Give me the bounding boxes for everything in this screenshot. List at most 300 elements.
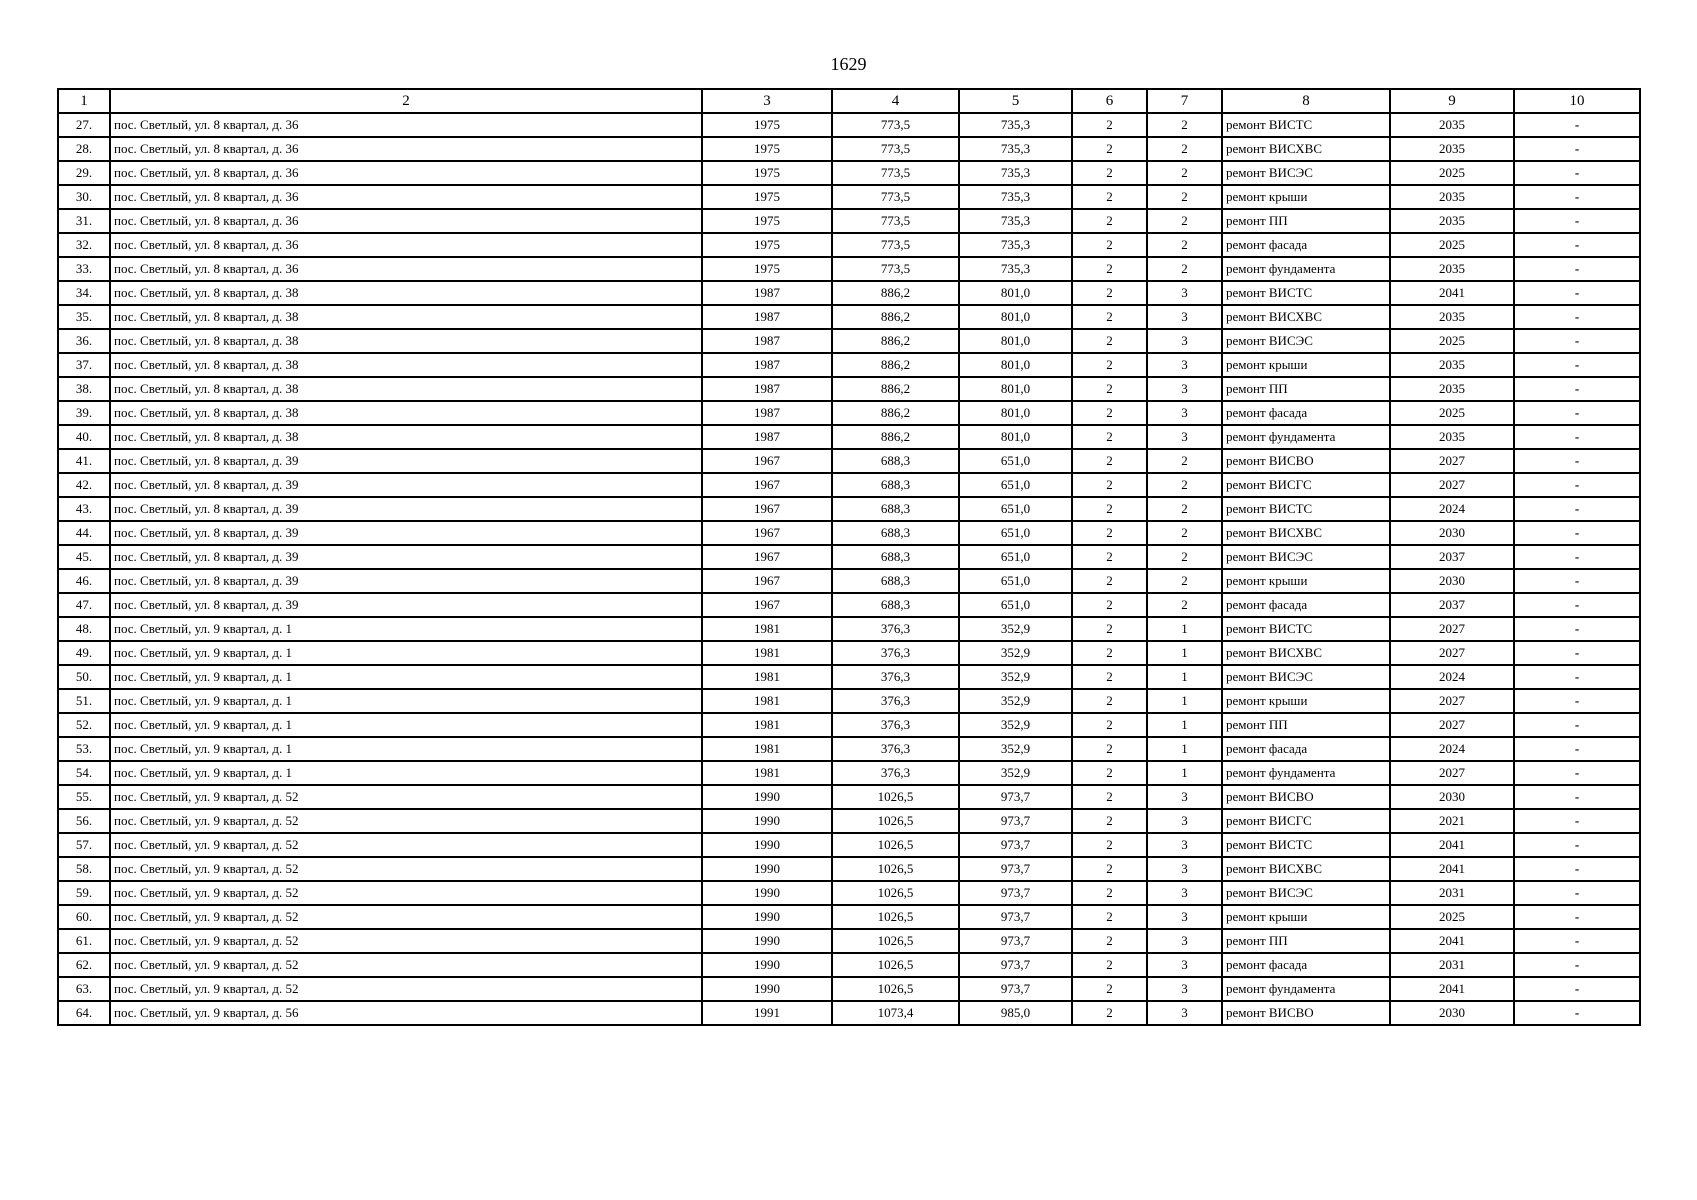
table-row	[58, 425, 1640, 449]
table-row	[58, 593, 1640, 617]
cell-work-type: ремонт ВИСЭС	[1222, 161, 1390, 185]
cell-work-type: ремонт ВИСТС	[1222, 497, 1390, 521]
cell-row-number: 40.	[58, 425, 110, 449]
cell-address: пос. Светлый, ул. 8 квартал, д. 38	[110, 281, 702, 305]
cell-address: пос. Светлый, ул. 8 квартал, д. 36	[110, 137, 702, 161]
cell-floors: 1	[1147, 737, 1222, 761]
cell-row-number: 30.	[58, 185, 110, 209]
cell-total-area: 376,3	[832, 689, 959, 713]
cell-planned-year: 2041	[1390, 833, 1514, 857]
cell-address: пос. Светлый, ул. 9 квартал, д. 52	[110, 905, 702, 929]
cell-year-built: 1990	[702, 785, 832, 809]
cell-year-built: 1975	[702, 113, 832, 137]
cell-row-number: 32.	[58, 233, 110, 257]
cell-row-number: 59.	[58, 881, 110, 905]
cell-entrances: 2	[1072, 785, 1147, 809]
table-row	[58, 353, 1640, 377]
cell-floors: 3	[1147, 1001, 1222, 1025]
cell-work-type: ремонт ВИСТС	[1222, 833, 1390, 857]
cell-floors: 2	[1147, 137, 1222, 161]
cell-row-number: 42.	[58, 473, 110, 497]
table-row	[58, 785, 1640, 809]
cell-note: -	[1514, 905, 1640, 929]
cell-total-area: 688,3	[832, 569, 959, 593]
cell-living-area: 651,0	[959, 473, 1072, 497]
cell-address: пос. Светлый, ул. 9 квартал, д. 52	[110, 977, 702, 1001]
cell-entrances: 2	[1072, 233, 1147, 257]
cell-entrances: 2	[1072, 929, 1147, 953]
cell-floors: 3	[1147, 353, 1222, 377]
cell-entrances: 2	[1072, 1001, 1147, 1025]
cell-total-area: 886,2	[832, 353, 959, 377]
cell-year-built: 1987	[702, 305, 832, 329]
cell-entrances: 2	[1072, 617, 1147, 641]
cell-planned-year: 2024	[1390, 497, 1514, 521]
cell-total-area: 773,5	[832, 161, 959, 185]
cell-planned-year: 2027	[1390, 473, 1514, 497]
table-row	[58, 713, 1640, 737]
cell-living-area: 735,3	[959, 257, 1072, 281]
cell-planned-year: 2027	[1390, 689, 1514, 713]
table-row	[58, 761, 1640, 785]
cell-address: пос. Светлый, ул. 9 квартал, д. 1	[110, 737, 702, 761]
cell-living-area: 973,7	[959, 857, 1072, 881]
cell-year-built: 1967	[702, 545, 832, 569]
cell-total-area: 1073,4	[832, 1001, 959, 1025]
cell-total-area: 376,3	[832, 617, 959, 641]
cell-planned-year: 2035	[1390, 353, 1514, 377]
cell-floors: 2	[1147, 113, 1222, 137]
cell-note: -	[1514, 473, 1640, 497]
cell-planned-year: 2035	[1390, 257, 1514, 281]
cell-entrances: 2	[1072, 809, 1147, 833]
cell-total-area: 773,5	[832, 185, 959, 209]
cell-planned-year: 2041	[1390, 929, 1514, 953]
cell-planned-year: 2025	[1390, 401, 1514, 425]
cell-floors: 3	[1147, 953, 1222, 977]
cell-entrances: 2	[1072, 833, 1147, 857]
cell-total-area: 688,3	[832, 497, 959, 521]
cell-year-built: 1990	[702, 857, 832, 881]
table-row	[58, 137, 1640, 161]
cell-floors: 1	[1147, 617, 1222, 641]
cell-note: -	[1514, 737, 1640, 761]
cell-planned-year: 2024	[1390, 737, 1514, 761]
cell-note: -	[1514, 545, 1640, 569]
cell-note: -	[1514, 689, 1640, 713]
cell-year-built: 1975	[702, 161, 832, 185]
cell-entrances: 2	[1072, 305, 1147, 329]
cell-total-area: 376,3	[832, 737, 959, 761]
cell-living-area: 801,0	[959, 401, 1072, 425]
cell-planned-year: 2025	[1390, 233, 1514, 257]
cell-floors: 2	[1147, 185, 1222, 209]
cell-entrances: 2	[1072, 161, 1147, 185]
cell-work-type: ремонт крыши	[1222, 689, 1390, 713]
cell-planned-year: 2024	[1390, 665, 1514, 689]
cell-work-type: ремонт фундамента	[1222, 761, 1390, 785]
cell-entrances: 2	[1072, 857, 1147, 881]
cell-note: -	[1514, 833, 1640, 857]
cell-floors: 3	[1147, 929, 1222, 953]
cell-year-built: 1987	[702, 353, 832, 377]
cell-work-type: ремонт ВИСТС	[1222, 113, 1390, 137]
cell-floors: 3	[1147, 425, 1222, 449]
table-row	[58, 977, 1640, 1001]
cell-year-built: 1987	[702, 425, 832, 449]
cell-entrances: 2	[1072, 905, 1147, 929]
cell-entrances: 2	[1072, 761, 1147, 785]
cell-entrances: 2	[1072, 881, 1147, 905]
cell-planned-year: 2025	[1390, 161, 1514, 185]
cell-entrances: 2	[1072, 977, 1147, 1001]
cell-floors: 2	[1147, 209, 1222, 233]
cell-living-area: 651,0	[959, 449, 1072, 473]
cell-row-number: 35.	[58, 305, 110, 329]
cell-address: пос. Светлый, ул. 8 квартал, д. 36	[110, 185, 702, 209]
cell-note: -	[1514, 809, 1640, 833]
cell-note: -	[1514, 593, 1640, 617]
cell-year-built: 1981	[702, 713, 832, 737]
cell-address: пос. Светлый, ул. 8 квартал, д. 36	[110, 113, 702, 137]
cell-work-type: ремонт ВИСГС	[1222, 809, 1390, 833]
cell-floors: 2	[1147, 593, 1222, 617]
cell-note: -	[1514, 929, 1640, 953]
cell-row-number: 43.	[58, 497, 110, 521]
cell-note: -	[1514, 209, 1640, 233]
cell-address: пос. Светлый, ул. 8 квартал, д. 36	[110, 209, 702, 233]
cell-living-area: 735,3	[959, 209, 1072, 233]
cell-entrances: 2	[1072, 401, 1147, 425]
cell-work-type: ремонт фасада	[1222, 737, 1390, 761]
cell-work-type: ремонт фасада	[1222, 233, 1390, 257]
cell-floors: 3	[1147, 905, 1222, 929]
cell-year-built: 1967	[702, 497, 832, 521]
cell-living-area: 801,0	[959, 281, 1072, 305]
table-row	[58, 953, 1640, 977]
cell-note: -	[1514, 449, 1640, 473]
cell-address: пос. Светлый, ул. 9 квартал, д. 52	[110, 857, 702, 881]
cell-planned-year: 2027	[1390, 713, 1514, 737]
cell-planned-year: 2021	[1390, 809, 1514, 833]
cell-total-area: 1026,5	[832, 977, 959, 1001]
cell-floors: 1	[1147, 665, 1222, 689]
cell-floors: 1	[1147, 689, 1222, 713]
cell-row-number: 38.	[58, 377, 110, 401]
cell-note: -	[1514, 137, 1640, 161]
cell-row-number: 50.	[58, 665, 110, 689]
cell-address: пос. Светлый, ул. 9 квартал, д. 52	[110, 785, 702, 809]
cell-total-area: 688,3	[832, 473, 959, 497]
cell-entrances: 2	[1072, 953, 1147, 977]
cell-living-area: 973,7	[959, 977, 1072, 1001]
cell-total-area: 1026,5	[832, 809, 959, 833]
cell-row-number: 53.	[58, 737, 110, 761]
cell-living-area: 352,9	[959, 761, 1072, 785]
cell-planned-year: 2030	[1390, 785, 1514, 809]
cell-address: пос. Светлый, ул. 9 квартал, д. 1	[110, 641, 702, 665]
cell-planned-year: 2035	[1390, 377, 1514, 401]
cell-total-area: 886,2	[832, 329, 959, 353]
cell-work-type: ремонт фасада	[1222, 593, 1390, 617]
cell-total-area: 1026,5	[832, 905, 959, 929]
cell-address: пос. Светлый, ул. 8 квартал, д. 36	[110, 233, 702, 257]
cell-living-area: 651,0	[959, 497, 1072, 521]
cell-floors: 3	[1147, 857, 1222, 881]
cell-row-number: 52.	[58, 713, 110, 737]
cell-living-area: 735,3	[959, 233, 1072, 257]
cell-living-area: 352,9	[959, 641, 1072, 665]
cell-total-area: 773,5	[832, 257, 959, 281]
cell-work-type: ремонт фасада	[1222, 953, 1390, 977]
cell-address: пос. Светлый, ул. 8 квартал, д. 36	[110, 161, 702, 185]
cell-row-number: 46.	[58, 569, 110, 593]
cell-row-number: 48.	[58, 617, 110, 641]
cell-row-number: 62.	[58, 953, 110, 977]
cell-note: -	[1514, 953, 1640, 977]
cell-note: -	[1514, 521, 1640, 545]
cell-note: -	[1514, 1001, 1640, 1025]
cell-living-area: 651,0	[959, 545, 1072, 569]
cell-total-area: 1026,5	[832, 785, 959, 809]
cell-total-area: 773,5	[832, 233, 959, 257]
table-row	[58, 233, 1640, 257]
cell-note: -	[1514, 641, 1640, 665]
cell-living-area: 801,0	[959, 305, 1072, 329]
cell-planned-year: 2035	[1390, 209, 1514, 233]
cell-floors: 2	[1147, 233, 1222, 257]
column-header-9: 9	[1390, 89, 1514, 113]
cell-floors: 2	[1147, 497, 1222, 521]
cell-note: -	[1514, 329, 1640, 353]
cell-year-built: 1975	[702, 209, 832, 233]
cell-year-built: 1967	[702, 593, 832, 617]
table-row	[58, 905, 1640, 929]
cell-planned-year: 2027	[1390, 641, 1514, 665]
cell-address: пос. Светлый, ул. 8 квартал, д. 38	[110, 401, 702, 425]
cell-total-area: 1026,5	[832, 929, 959, 953]
cell-planned-year: 2037	[1390, 545, 1514, 569]
cell-planned-year: 2037	[1390, 593, 1514, 617]
cell-living-area: 735,3	[959, 185, 1072, 209]
cell-work-type: ремонт ВИСХВС	[1222, 305, 1390, 329]
cell-address: пос. Светлый, ул. 9 квартал, д. 1	[110, 617, 702, 641]
cell-address: пос. Светлый, ул. 9 квартал, д. 56	[110, 1001, 702, 1025]
cell-address: пос. Светлый, ул. 8 квартал, д. 36	[110, 257, 702, 281]
cell-total-area: 688,3	[832, 521, 959, 545]
cell-year-built: 1981	[702, 689, 832, 713]
cell-note: -	[1514, 233, 1640, 257]
cell-planned-year: 2030	[1390, 521, 1514, 545]
table-row	[58, 449, 1640, 473]
cell-work-type: ремонт крыши	[1222, 353, 1390, 377]
cell-year-built: 1987	[702, 329, 832, 353]
cell-living-area: 352,9	[959, 689, 1072, 713]
cell-entrances: 2	[1072, 593, 1147, 617]
table-row	[58, 929, 1640, 953]
cell-work-type: ремонт крыши	[1222, 905, 1390, 929]
cell-living-area: 973,7	[959, 785, 1072, 809]
cell-entrances: 2	[1072, 353, 1147, 377]
cell-work-type: ремонт ВИСВО	[1222, 449, 1390, 473]
column-header-4: 4	[832, 89, 959, 113]
cell-note: -	[1514, 881, 1640, 905]
cell-work-type: ремонт крыши	[1222, 185, 1390, 209]
cell-year-built: 1967	[702, 449, 832, 473]
cell-address: пос. Светлый, ул. 8 квартал, д. 39	[110, 473, 702, 497]
cell-living-area: 973,7	[959, 929, 1072, 953]
column-header-7: 7	[1147, 89, 1222, 113]
cell-total-area: 1026,5	[832, 881, 959, 905]
cell-total-area: 886,2	[832, 425, 959, 449]
cell-note: -	[1514, 665, 1640, 689]
cell-planned-year: 2041	[1390, 857, 1514, 881]
cell-year-built: 1990	[702, 905, 832, 929]
cell-floors: 3	[1147, 833, 1222, 857]
cell-entrances: 2	[1072, 377, 1147, 401]
cell-planned-year: 2030	[1390, 569, 1514, 593]
cell-note: -	[1514, 425, 1640, 449]
cell-row-number: 28.	[58, 137, 110, 161]
table-row	[58, 473, 1640, 497]
cell-planned-year: 2035	[1390, 185, 1514, 209]
cell-floors: 2	[1147, 449, 1222, 473]
cell-floors: 3	[1147, 401, 1222, 425]
table-row	[58, 857, 1640, 881]
cell-year-built: 1975	[702, 233, 832, 257]
cell-row-number: 60.	[58, 905, 110, 929]
cell-floors: 2	[1147, 521, 1222, 545]
cell-row-number: 49.	[58, 641, 110, 665]
cell-year-built: 1990	[702, 977, 832, 1001]
cell-year-built: 1990	[702, 833, 832, 857]
cell-entrances: 2	[1072, 569, 1147, 593]
column-header-5: 5	[959, 89, 1072, 113]
cell-row-number: 27.	[58, 113, 110, 137]
column-header-3: 3	[702, 89, 832, 113]
cell-planned-year: 2031	[1390, 881, 1514, 905]
cell-living-area: 735,3	[959, 113, 1072, 137]
cell-living-area: 651,0	[959, 593, 1072, 617]
header-row	[58, 89, 1640, 113]
cell-work-type: ремонт ПП	[1222, 377, 1390, 401]
cell-work-type: ремонт ПП	[1222, 209, 1390, 233]
cell-planned-year: 2035	[1390, 425, 1514, 449]
cell-row-number: 36.	[58, 329, 110, 353]
cell-row-number: 64.	[58, 1001, 110, 1025]
cell-year-built: 1981	[702, 665, 832, 689]
cell-address: пос. Светлый, ул. 8 квартал, д. 38	[110, 425, 702, 449]
cell-entrances: 2	[1072, 137, 1147, 161]
cell-floors: 2	[1147, 257, 1222, 281]
cell-entrances: 2	[1072, 209, 1147, 233]
cell-address: пос. Светлый, ул. 9 квартал, д. 1	[110, 713, 702, 737]
cell-entrances: 2	[1072, 185, 1147, 209]
cell-work-type: ремонт фундамента	[1222, 257, 1390, 281]
cell-year-built: 1967	[702, 473, 832, 497]
cell-year-built: 1987	[702, 377, 832, 401]
cell-work-type: ремонт фундамента	[1222, 425, 1390, 449]
cell-row-number: 56.	[58, 809, 110, 833]
cell-floors: 3	[1147, 377, 1222, 401]
cell-year-built: 1975	[702, 257, 832, 281]
cell-entrances: 2	[1072, 545, 1147, 569]
cell-row-number: 44.	[58, 521, 110, 545]
cell-year-built: 1981	[702, 737, 832, 761]
cell-entrances: 2	[1072, 737, 1147, 761]
table-row	[58, 401, 1640, 425]
cell-note: -	[1514, 713, 1640, 737]
cell-year-built: 1990	[702, 953, 832, 977]
cell-total-area: 1026,5	[832, 857, 959, 881]
cell-living-area: 735,3	[959, 161, 1072, 185]
cell-living-area: 801,0	[959, 425, 1072, 449]
cell-address: пос. Светлый, ул. 9 квартал, д. 1	[110, 665, 702, 689]
cell-floors: 3	[1147, 809, 1222, 833]
cell-entrances: 2	[1072, 713, 1147, 737]
table-row	[58, 569, 1640, 593]
cell-note: -	[1514, 161, 1640, 185]
table-row	[58, 209, 1640, 233]
table-row	[58, 185, 1640, 209]
cell-work-type: ремонт ПП	[1222, 713, 1390, 737]
repair-schedule-table	[57, 88, 1641, 1026]
table-row	[58, 305, 1640, 329]
cell-year-built: 1990	[702, 809, 832, 833]
cell-work-type: ремонт ПП	[1222, 929, 1390, 953]
cell-address: пос. Светлый, ул. 8 квартал, д. 38	[110, 353, 702, 377]
cell-address: пос. Светлый, ул. 8 квартал, д. 38	[110, 329, 702, 353]
cell-living-area: 973,7	[959, 881, 1072, 905]
cell-total-area: 376,3	[832, 665, 959, 689]
table-row	[58, 377, 1640, 401]
cell-row-number: 58.	[58, 857, 110, 881]
cell-living-area: 651,0	[959, 521, 1072, 545]
cell-planned-year: 2025	[1390, 329, 1514, 353]
cell-row-number: 39.	[58, 401, 110, 425]
cell-entrances: 2	[1072, 449, 1147, 473]
cell-address: пос. Светлый, ул. 8 квартал, д. 39	[110, 569, 702, 593]
cell-work-type: ремонт фундамента	[1222, 977, 1390, 1001]
cell-row-number: 29.	[58, 161, 110, 185]
cell-note: -	[1514, 977, 1640, 1001]
cell-total-area: 886,2	[832, 377, 959, 401]
cell-note: -	[1514, 113, 1640, 137]
column-header-10: 10	[1514, 89, 1640, 113]
cell-address: пос. Светлый, ул. 9 квартал, д. 1	[110, 689, 702, 713]
cell-planned-year: 2025	[1390, 905, 1514, 929]
cell-note: -	[1514, 281, 1640, 305]
cell-note: -	[1514, 785, 1640, 809]
cell-living-area: 985,0	[959, 1001, 1072, 1025]
cell-total-area: 376,3	[832, 713, 959, 737]
cell-row-number: 51.	[58, 689, 110, 713]
cell-floors: 2	[1147, 473, 1222, 497]
cell-row-number: 47.	[58, 593, 110, 617]
cell-row-number: 31.	[58, 209, 110, 233]
cell-work-type: ремонт ВИСЭС	[1222, 665, 1390, 689]
cell-total-area: 688,3	[832, 593, 959, 617]
table-row	[58, 521, 1640, 545]
table-row	[58, 329, 1640, 353]
cell-year-built: 1967	[702, 569, 832, 593]
cell-floors: 3	[1147, 281, 1222, 305]
cell-planned-year: 2030	[1390, 1001, 1514, 1025]
cell-address: пос. Светлый, ул. 8 квартал, д. 39	[110, 545, 702, 569]
cell-total-area: 773,5	[832, 137, 959, 161]
column-header-6: 6	[1072, 89, 1147, 113]
cell-total-area: 1026,5	[832, 953, 959, 977]
